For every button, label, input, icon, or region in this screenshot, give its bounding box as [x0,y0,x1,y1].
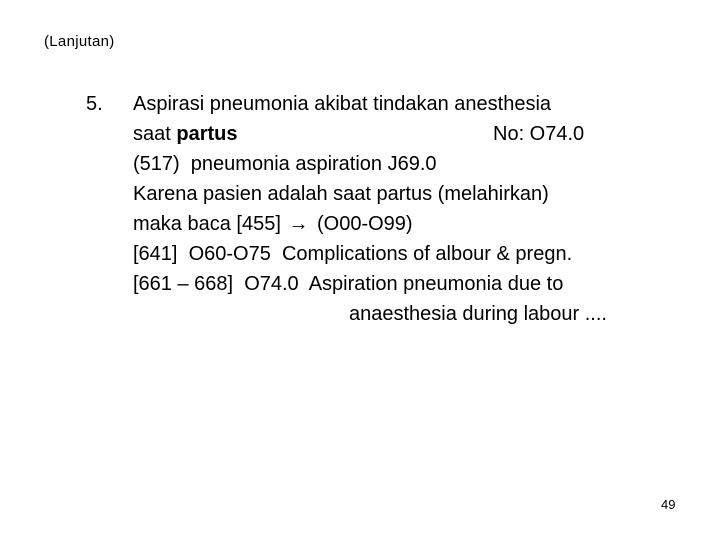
line-1-text: Aspirasi pneumonia akibat tindakan anesthesia [133,93,552,115]
list-item-body [133,91,693,331]
line-3 [133,151,693,181]
line-4-text: Karena pasien adalah saat partus (melahirkan) [133,183,549,205]
continued-label: (Lanjutan) [44,33,115,50]
line-2-bold-word: partus [176,123,238,145]
page-number: 49 [661,497,676,512]
line-7 [133,271,693,301]
line-1 [133,91,693,121]
line-5-prefix: maka baca [455] [133,213,281,235]
list-item-number: 5. [86,93,103,115]
line-8-text: anaesthesia during labour .... [349,303,607,325]
line-6-text: [641] O60-O75 Complications of albour & pregn. [133,243,573,265]
line-4 [133,181,693,211]
line-5 [133,211,693,241]
line-6 [133,241,693,271]
line-5-suffix: (O00-O99) [317,213,413,235]
arrow-right-icon: → [288,213,309,235]
line-7-text: [661 – 668] O74.0 Aspiration pneumonia due to [133,273,564,295]
line-2 [133,121,693,151]
line-2-prefix: saat [133,123,177,145]
line-8 [133,301,693,331]
line-3-text: (517) pneumonia aspiration J69.0 [133,153,437,175]
diagnosis-code: No: O74.0 [493,123,585,145]
